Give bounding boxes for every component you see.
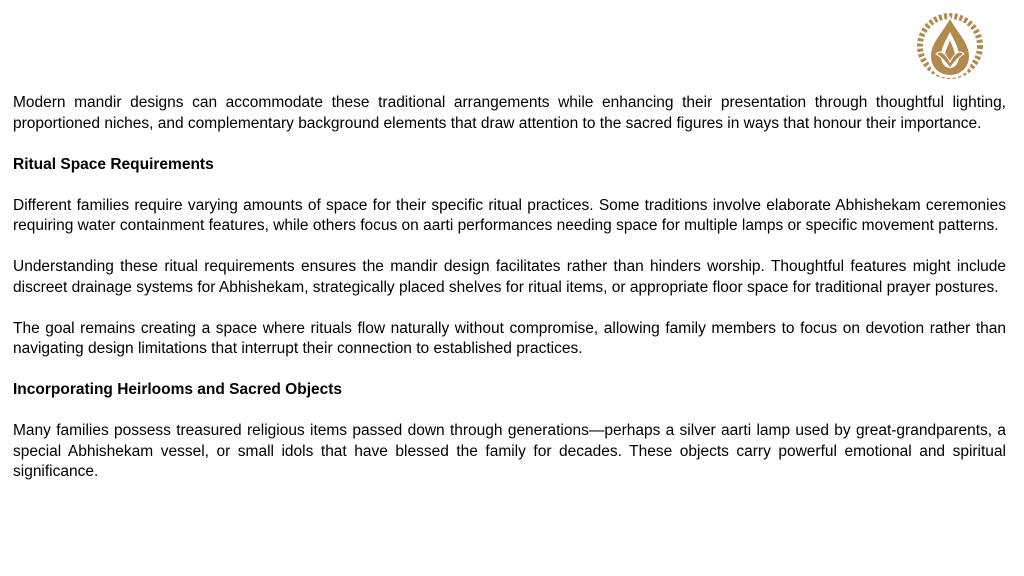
paragraph-ritual-requirements: Understanding these ritual requirements ensures the mandir design facilitates rather than hinders worship. Thoughtful features might include discreet drainage systems for Abhishekam, strategically placed shelves for ritual items, or appropriate floor space for traditional prayer postures. bbox=[13, 258, 1006, 296]
paragraph-goal: The goal remains creating a space where rituals flow naturally without compromise, allowing family members to focus on devotion rather than navigating design limitations that interrupt their connection to established practices. bbox=[13, 319, 1006, 357]
paragraph-heirlooms: Many families possess treasured religious items passed down through generations—perhaps a silver aarti lamp used by great-grandparents, a special Abhishekam vessel, or small idols that have blessed the family for decades. These objects carry powerful emotional and spiritual significance. bbox=[13, 422, 1006, 480]
brand-logo bbox=[912, 10, 988, 82]
document-body bbox=[13, 93, 1006, 503]
heading-ritual-space: Ritual Space Requirements bbox=[13, 155, 214, 173]
paragraph-intro: Modern mandir designs can accommodate these traditional arrangements while enhancing their presentation through thoughtful lighting, proportioned niches, and complementary background elements that draw attention to the sacred figures in ways that honour their importance. bbox=[13, 94, 1006, 132]
paragraph-ritual-space: Different families require varying amounts of space for their specific ritual practices. Some traditions involve elaborate Abhishekam ceremonies requiring water containment features, while others focus on aarti performances needing space for multiple lamps or specific movement patterns. bbox=[13, 196, 1006, 234]
heading-heirlooms: Incorporating Heirlooms and Sacred Objects bbox=[13, 381, 343, 398]
temple-lotus-emblem-icon bbox=[912, 10, 988, 82]
